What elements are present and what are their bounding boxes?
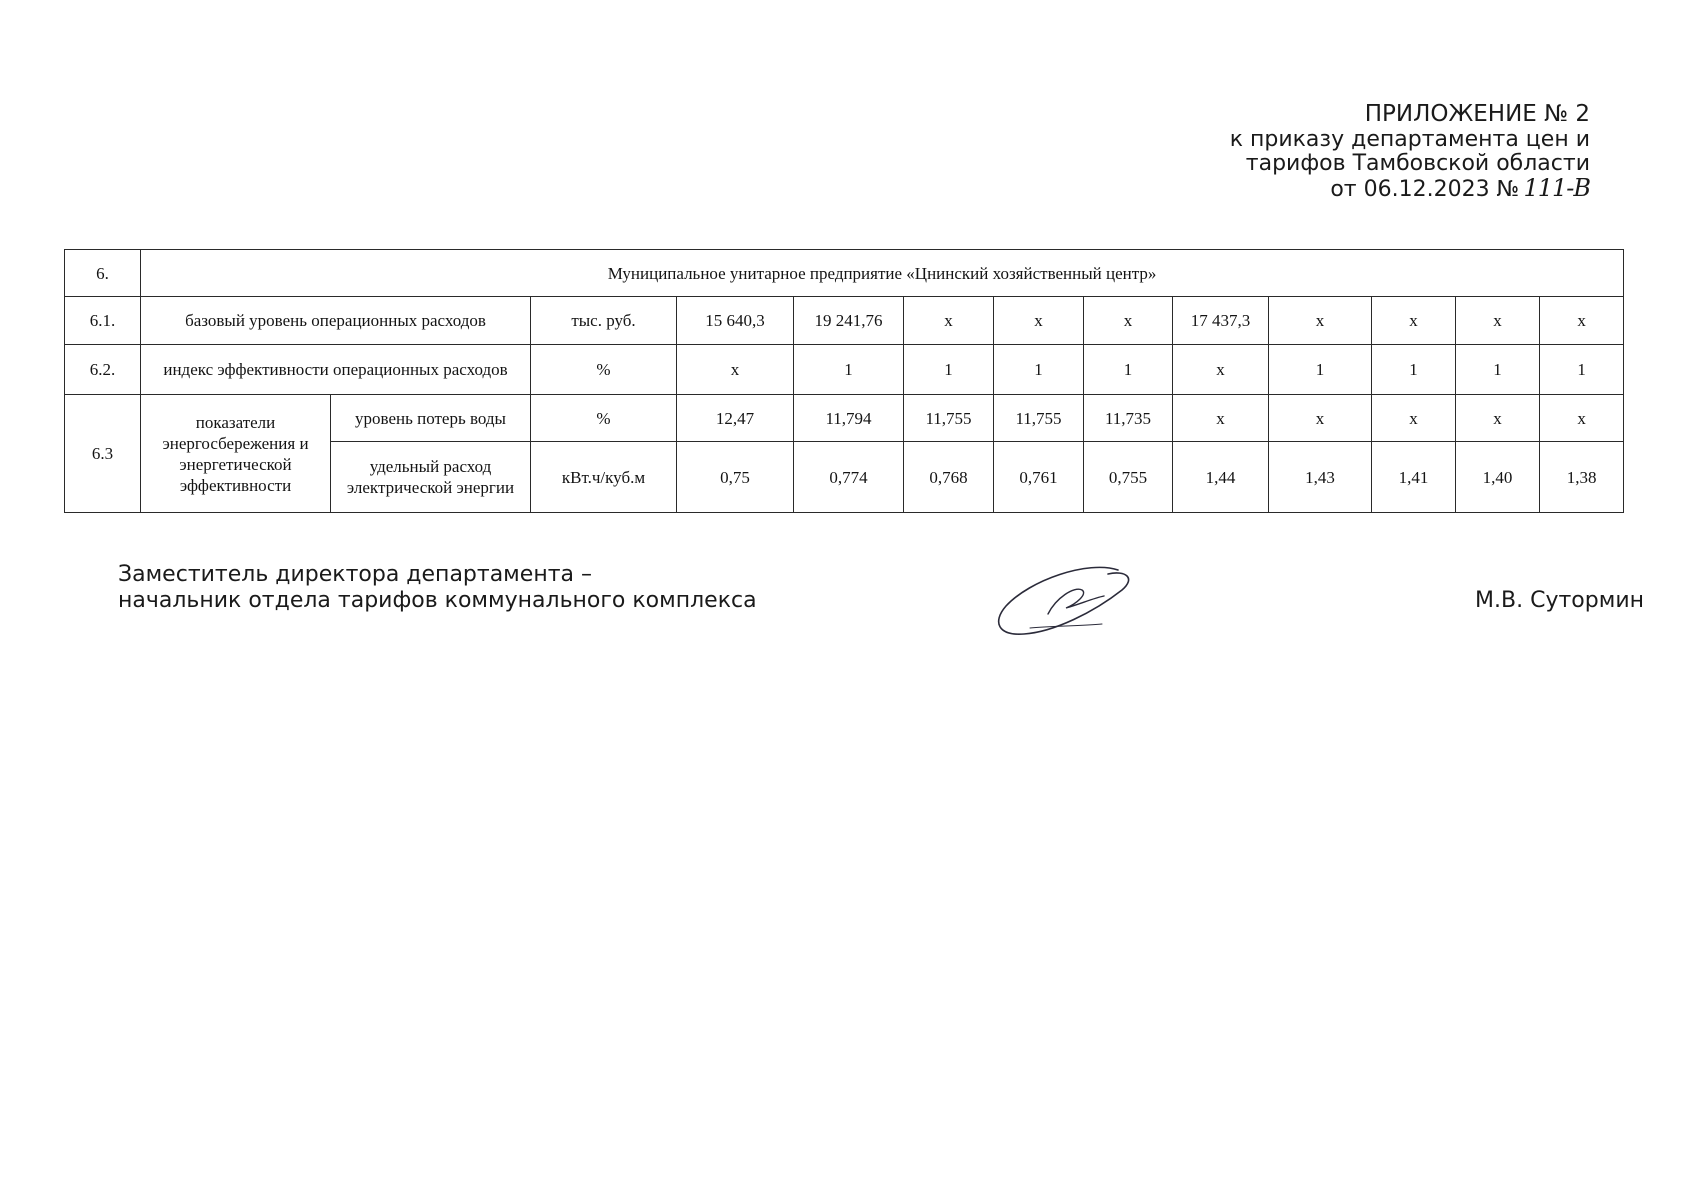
table-row [65,345,1624,395]
position-line-2: начальник отдела тарифов коммунального комплекса [118,588,757,613]
value-cell: х [994,297,1084,345]
appendix-line-1: к приказу департамента цен и [1229,127,1590,152]
handwritten-signature [990,560,1140,650]
value-cell: 11,794 [794,395,904,442]
value-cell: х [1372,395,1456,442]
value-cell: 17 437,3 [1173,297,1269,345]
row-unit: % [531,345,677,395]
value-cell: 1 [1540,345,1624,395]
row-number: 6.1. [65,297,141,345]
value-cell: 0,774 [794,442,904,513]
value-cell: 11,755 [904,395,994,442]
value-cell: х [1456,297,1540,345]
value-cell: х [904,297,994,345]
value-cell: 19 241,76 [794,297,904,345]
appendix-line-2: тарифов Тамбовской области [1245,151,1590,176]
value-cell: 1 [994,345,1084,395]
group-label: показатели энергосбережения и энергетической эффективности [141,395,331,513]
row-number: 6.2. [65,345,141,395]
value-cell: 15 640,3 [677,297,794,345]
value-cell: 1 [1456,345,1540,395]
row-unit: кВт.ч/куб.м [531,442,677,513]
value-cell: 0,75 [677,442,794,513]
signatory-name: М.В. Сутормин [1475,588,1644,613]
value-cell: 1,44 [1173,442,1269,513]
row-unit: % [531,395,677,442]
value-cell: 1 [1269,345,1372,395]
value-cell: 12,47 [677,395,794,442]
value-cell: х [1269,297,1372,345]
value-cell: х [1456,395,1540,442]
value-cell: 1 [1084,345,1173,395]
row-unit: тыс. руб. [531,297,677,345]
value-cell: х [1173,395,1269,442]
value-cell: х [1084,297,1173,345]
value-cell: 0,768 [904,442,994,513]
section-number: 6. [65,250,141,297]
signatory-position [118,562,757,614]
appendix-line-3 [1230,176,1590,202]
table-row [65,297,1624,345]
value-cell: 1 [904,345,994,395]
value-cell: 1 [1372,345,1456,395]
value-cell: 11,735 [1084,395,1173,442]
value-cell: х [1372,297,1456,345]
value-cell: 1 [794,345,904,395]
value-cell: 1,41 [1372,442,1456,513]
subrow-label: удельный расход электрической энергии [331,442,531,513]
value-cell: 0,755 [1084,442,1173,513]
section-header-row [65,250,1624,297]
value-cell: 1,43 [1269,442,1372,513]
handwritten-order-number: 111-В [1523,174,1590,202]
value-cell: х [1173,345,1269,395]
section-title: Муниципальное унитарное предприятие «Цнинский хозяйственный центр» [141,250,1624,297]
value-cell: 1,38 [1540,442,1624,513]
value-cell: х [1269,395,1372,442]
table-row [65,395,1624,442]
appendix-title: ПРИЛОЖЕНИЕ № 2 [1364,101,1590,127]
value-cell: х [677,345,794,395]
value-cell: х [1540,297,1624,345]
row-number: 6.3 [65,395,141,513]
value-cell: 1,40 [1456,442,1540,513]
order-date: от 06.12.2023 № [1330,177,1520,202]
appendix-header [1230,100,1590,202]
tariff-table [64,249,1624,513]
value-cell: х [1540,395,1624,442]
value-cell: 11,755 [994,395,1084,442]
subrow-label: уровень потерь воды [331,395,531,442]
row-label: индекс эффективности операционных расходов [141,345,531,395]
value-cell: 0,761 [994,442,1084,513]
position-line-1: Заместитель директора департамента – [118,562,592,587]
row-label: базовый уровень операционных расходов [141,297,531,345]
